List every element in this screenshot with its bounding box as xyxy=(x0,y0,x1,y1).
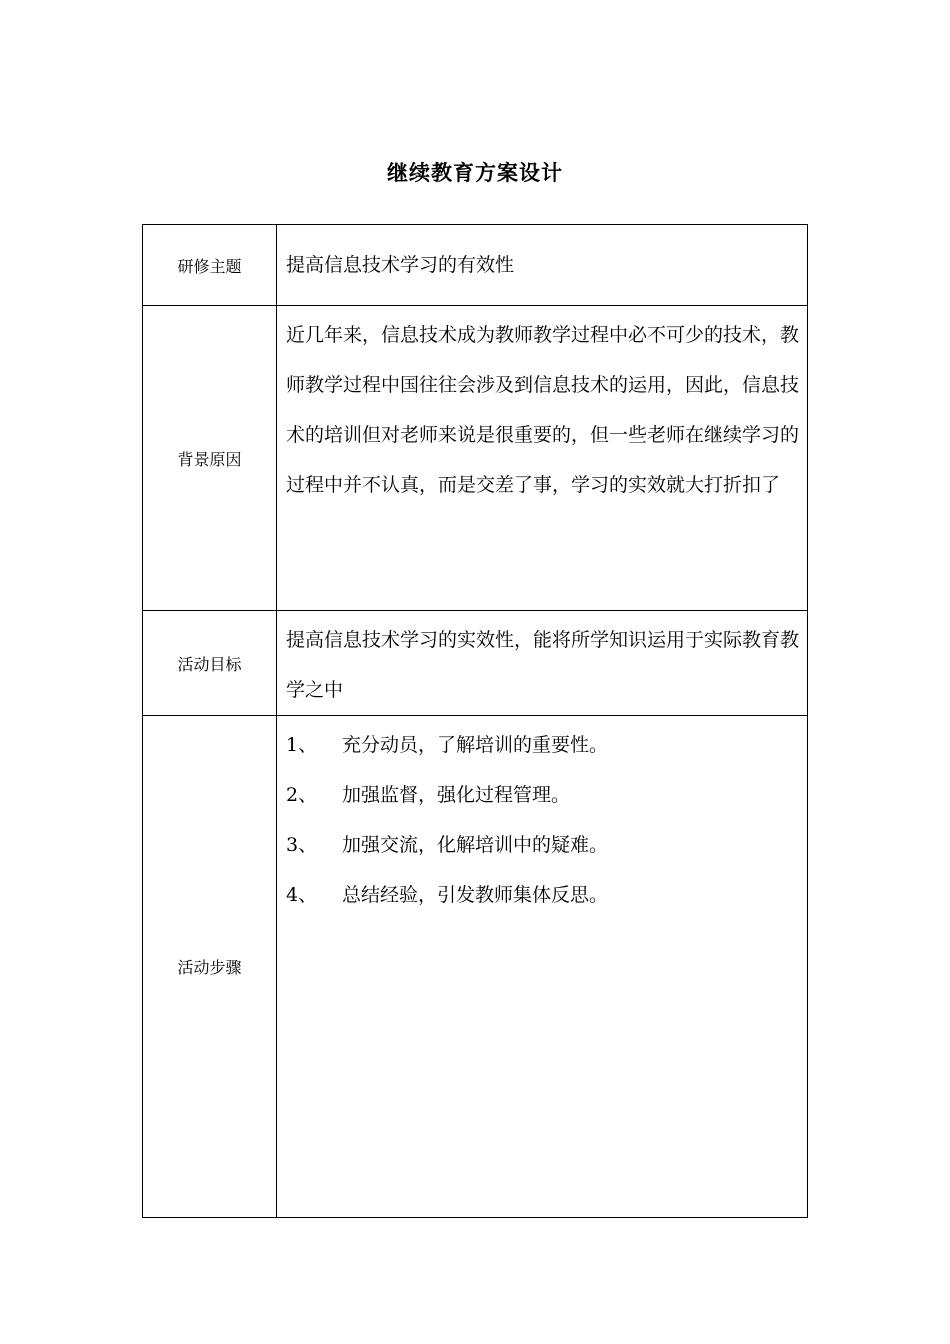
step-number: 3、 xyxy=(286,834,318,856)
table-row-topic xyxy=(143,225,808,306)
table-row-background xyxy=(143,306,808,611)
step-item xyxy=(286,870,799,920)
table-row-steps xyxy=(143,716,808,1218)
plan-table xyxy=(142,224,808,1218)
topic-content: 提高信息技术学习的有效性 xyxy=(277,225,808,306)
step-item xyxy=(286,770,799,820)
goal-content: 提高信息技术学习的实效性，能将所学知识运用于实际教育教学之中 xyxy=(277,611,808,716)
step-item xyxy=(286,820,799,870)
step-text: 充分动员，了解培训的重要性。 xyxy=(342,734,609,756)
background-label: 背景原因 xyxy=(143,306,277,611)
steps-label: 活动步骤 xyxy=(143,716,277,1218)
step-number: 4、 xyxy=(286,884,318,906)
topic-label: 研修主题 xyxy=(143,225,277,306)
goal-label: 活动目标 xyxy=(143,611,277,716)
steps-content xyxy=(277,716,808,1218)
table-row-goal xyxy=(143,611,808,716)
document-title: 继续教育方案设计 xyxy=(387,160,563,185)
step-number: 1、 xyxy=(286,734,318,756)
step-number: 2、 xyxy=(286,784,318,806)
step-text: 加强交流，化解培训中的疑难。 xyxy=(342,834,609,856)
step-text: 加强监督，强化过程管理。 xyxy=(342,784,571,806)
step-text: 总结经验，引发教师集体反思。 xyxy=(342,884,609,906)
background-content: 近几年来，信息技术成为教师教学过程中必不可少的技术，教师教学过程中国往往会涉及到信息技术的运用，因此，信息技术的培训但对老师来说是很重要的，但一些老师在继续学习的过程中并不认真，而是交差了事，学习的实效就大打折扣了 xyxy=(277,306,808,611)
step-item xyxy=(286,720,799,770)
